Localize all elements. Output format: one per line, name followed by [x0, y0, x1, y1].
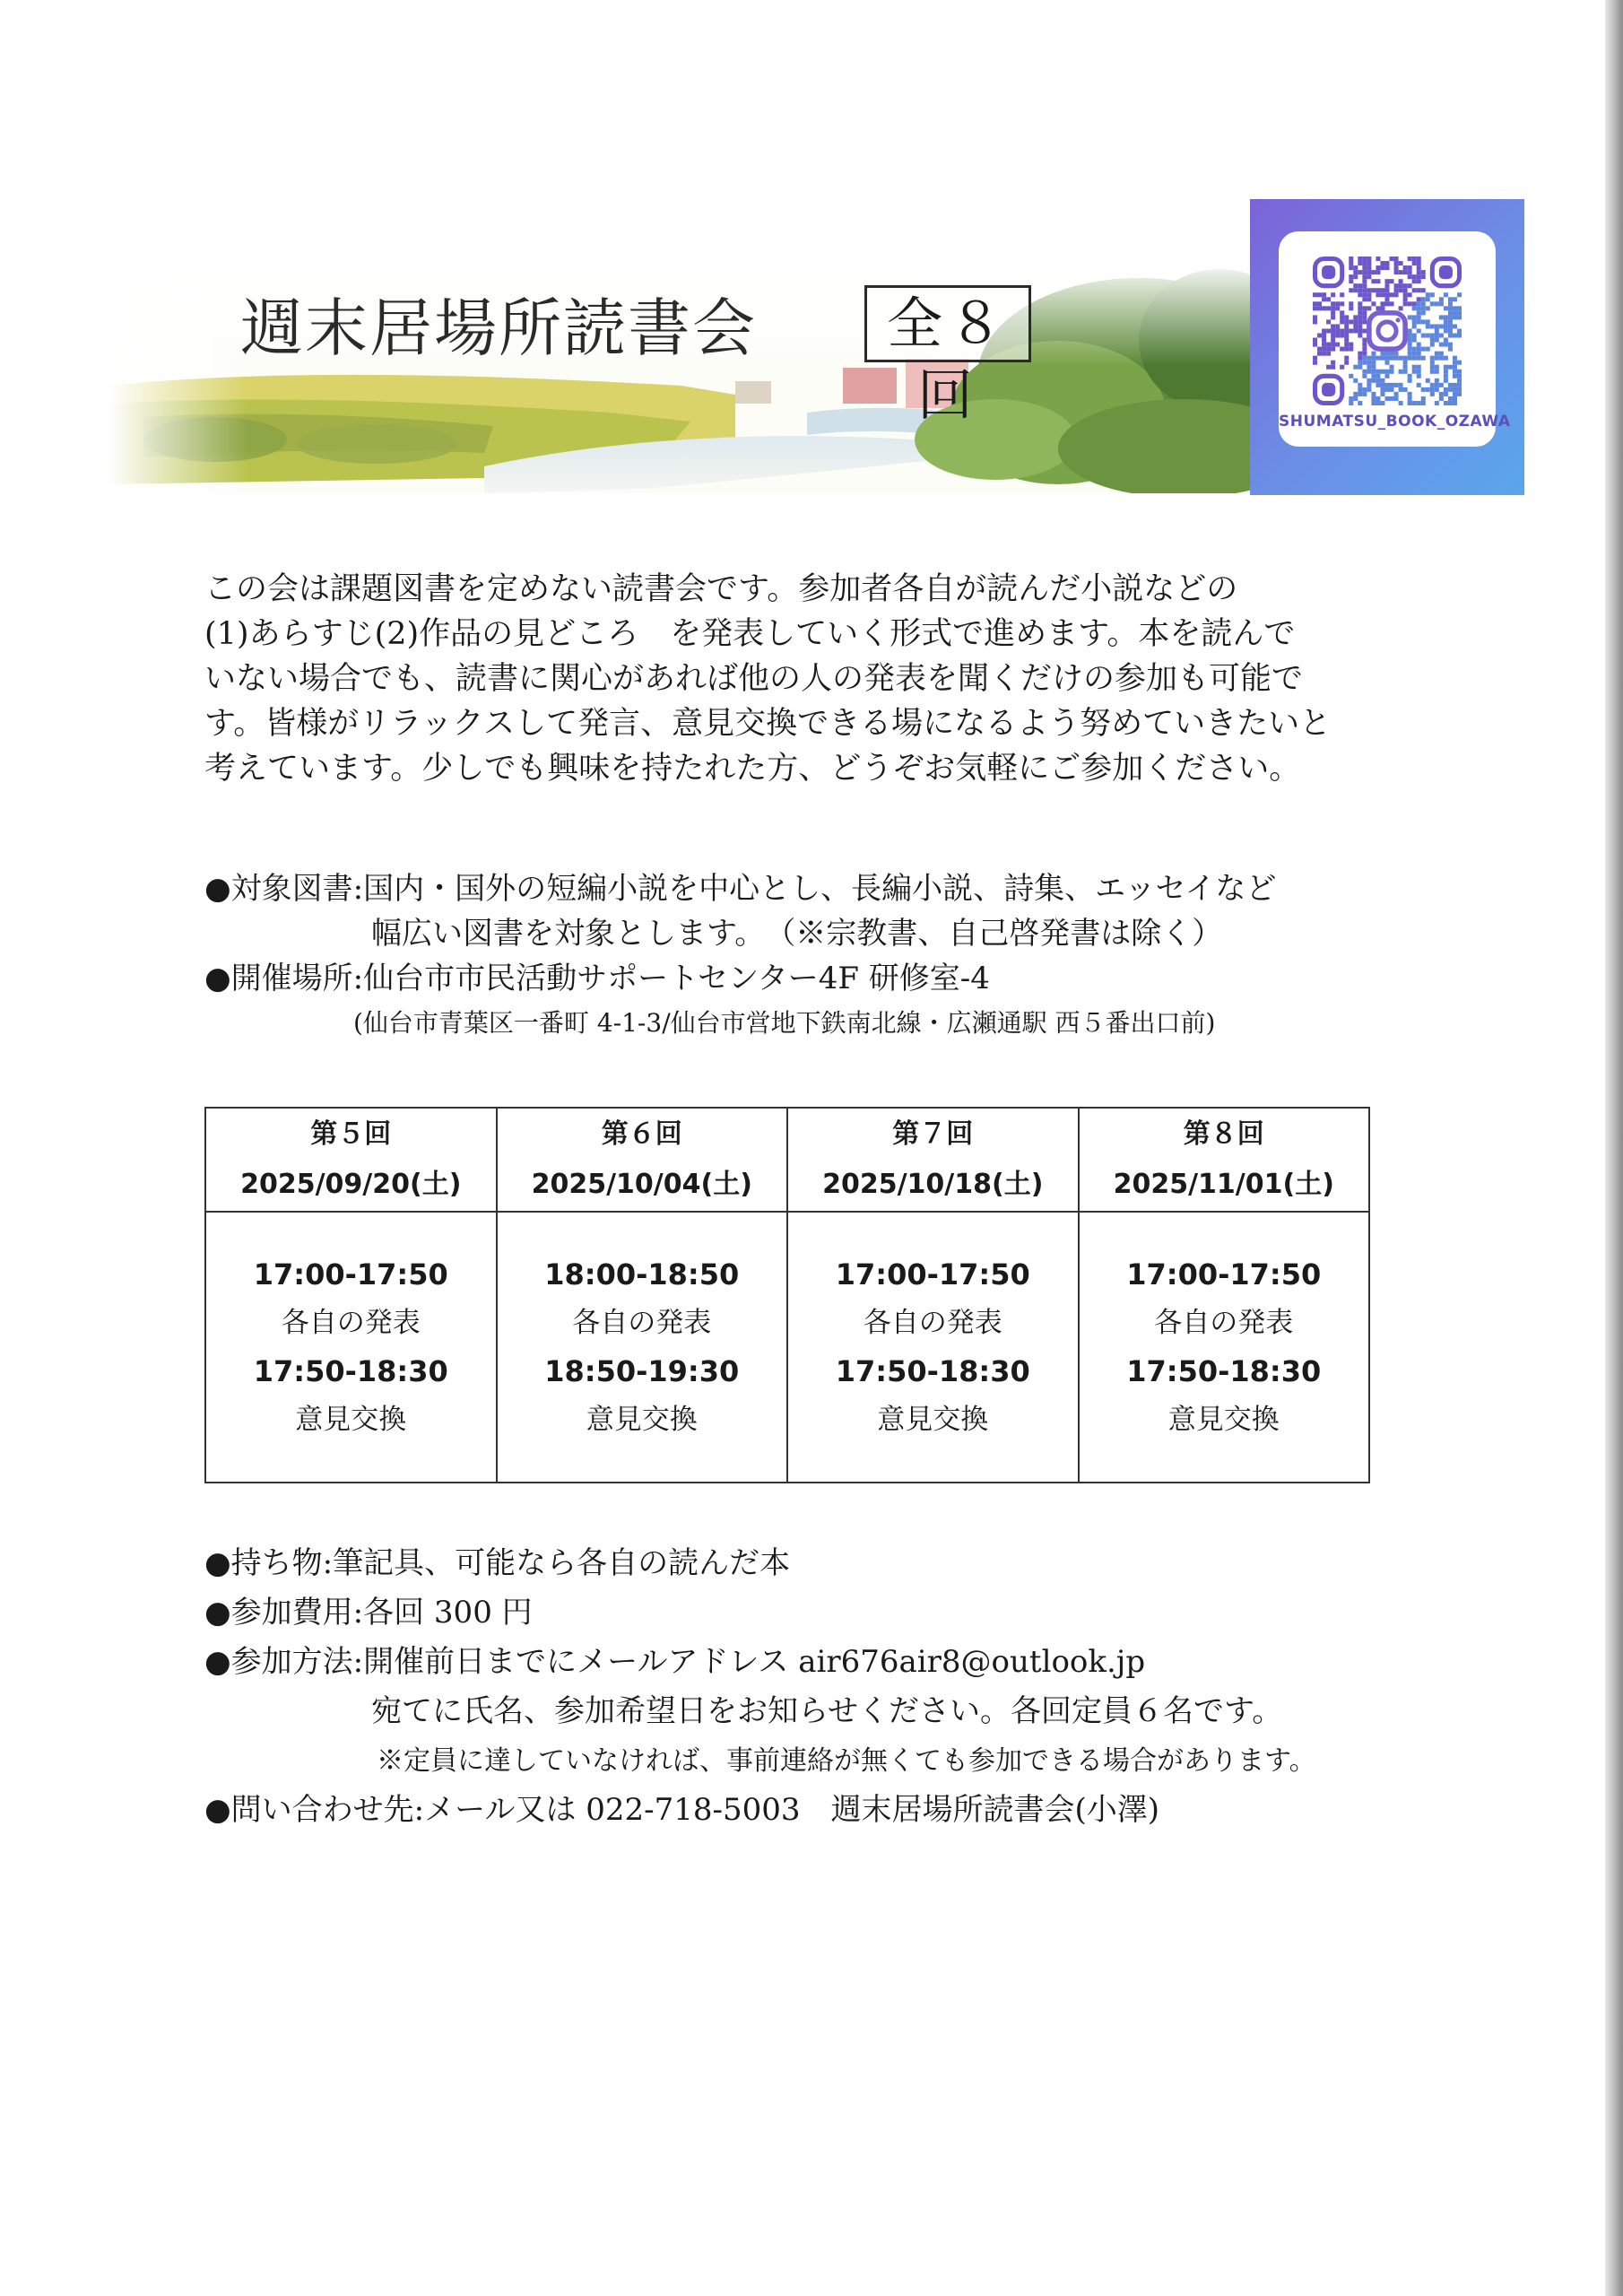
activity: 各自の発表 [863, 1307, 1002, 1339]
schedule-body-row [205, 1212, 1369, 1483]
schedule-header-row [205, 1108, 1369, 1212]
intro-line: 考えています。少しでも興味を持たれた方、どうぞお気軽にご参加ください。 [204, 751, 1301, 787]
time-slot: 17:00-17:50 [1126, 1257, 1322, 1292]
activity: 各自の発表 [1154, 1307, 1294, 1339]
time-slot: 17:00-17:50 [253, 1257, 448, 1292]
round-label: 第８回 [1183, 1118, 1264, 1150]
round-label: 第６回 [601, 1118, 682, 1150]
how-to-join-continued: 宛てに氏名、参加希望日をお知らせください。各回定員６名です。 [371, 1693, 1283, 1729]
instagram-qr-card[interactable] [1250, 199, 1524, 495]
time-slot: 18:00-18:50 [544, 1257, 740, 1292]
session-date: 2025/10/18(土) [822, 1169, 1044, 1200]
series-count-badge: 全８回 [864, 285, 1031, 362]
event-info [204, 866, 1442, 1046]
time-slot: 17:50-18:30 [1126, 1354, 1322, 1388]
page-title: 週末居場所読書会 [240, 291, 757, 365]
qr-code [1313, 257, 1462, 405]
schedule-column-header [205, 1108, 497, 1212]
intro-line: いない場合でも、読書に関心があれば他の人の発表を聞くだけの参加も可能で [204, 661, 1304, 697]
activity: 各自の発表 [572, 1307, 712, 1339]
round-label: 第５回 [310, 1118, 392, 1150]
page-edge [1605, 0, 1623, 2296]
venue-address: (仙台市青葉区一番町 4-1-3/仙台市営地下鉄南北線・広瀬通駅 西５番出口前) [353, 1008, 1216, 1038]
target-books-continued: 幅広い図書を対象とします。 （※宗教書、自己啓発書は除く） [371, 916, 1223, 952]
venue: ●開催場所:仙台市市民活動サポートセンター4F 研修室-4 [204, 961, 990, 996]
activity: 各自の発表 [281, 1307, 421, 1339]
time-slot: 17:00-17:50 [835, 1257, 1030, 1292]
contact-info: ●問い合わせ先:メール又は 022-718-5003 週末居場所読書会(小澤) [204, 1792, 1160, 1828]
time-slot: 17:50-18:30 [253, 1354, 448, 1388]
how-to-join: ●参加方法:開催前日までにメールアドレス air676air8@outlook.jp [204, 1644, 1146, 1680]
items-to-bring: ●持ち物:筆記具、可能なら各自の読んだ本 [204, 1545, 791, 1581]
activity: 意見交換 [586, 1404, 698, 1436]
schedule-cell [787, 1212, 1079, 1483]
round-label: 第７回 [892, 1118, 974, 1150]
activity: 意見交換 [1167, 1404, 1280, 1436]
session-date: 2025/10/04(土) [531, 1169, 752, 1200]
schedule-cell [497, 1212, 788, 1483]
session-date: 2025/11/01(土) [1113, 1169, 1334, 1200]
schedule-column-header [497, 1108, 788, 1212]
schedule-column-header [1079, 1108, 1370, 1212]
time-slot: 18:50-19:30 [544, 1354, 740, 1388]
session-date: 2025/09/20(土) [240, 1169, 462, 1200]
schedule-table [204, 1107, 1370, 1483]
participation-fee: ●参加費用:各回 300 円 [204, 1595, 533, 1631]
schedule-column-header [787, 1108, 1079, 1212]
activity: 意見交換 [877, 1404, 989, 1436]
target-books: ●対象図書:国内・国外の短編小説を中心とし、長編小説、詩集、エッセイなど [204, 871, 1277, 907]
schedule-cell [1079, 1212, 1370, 1483]
participation-info [204, 1539, 1460, 1835]
schedule-cell [205, 1212, 497, 1483]
capacity-note: ※定員に達していなければ、事前連絡が無くても参加できる場合があります。 [377, 1745, 1316, 1777]
activity: 意見交換 [295, 1404, 407, 1436]
instagram-handle: SHUMATSU_BOOK_OZAWA [1279, 413, 1511, 430]
time-slot: 17:50-18:30 [835, 1354, 1030, 1388]
intro-paragraph [204, 567, 1406, 791]
intro-line: (1)あらすじ(2)作品の見どころ を発表していく形式で進めます。本を読んで [204, 616, 1296, 652]
intro-line: この会は課題図書を定めない読書会です。参加者各自が読んだ小説などの [204, 571, 1238, 607]
intro-line: す。皆様がリラックスして発言、意見交換できる場になるよう努めていきたいと [204, 706, 1332, 742]
instagram-icon [1369, 313, 1405, 349]
